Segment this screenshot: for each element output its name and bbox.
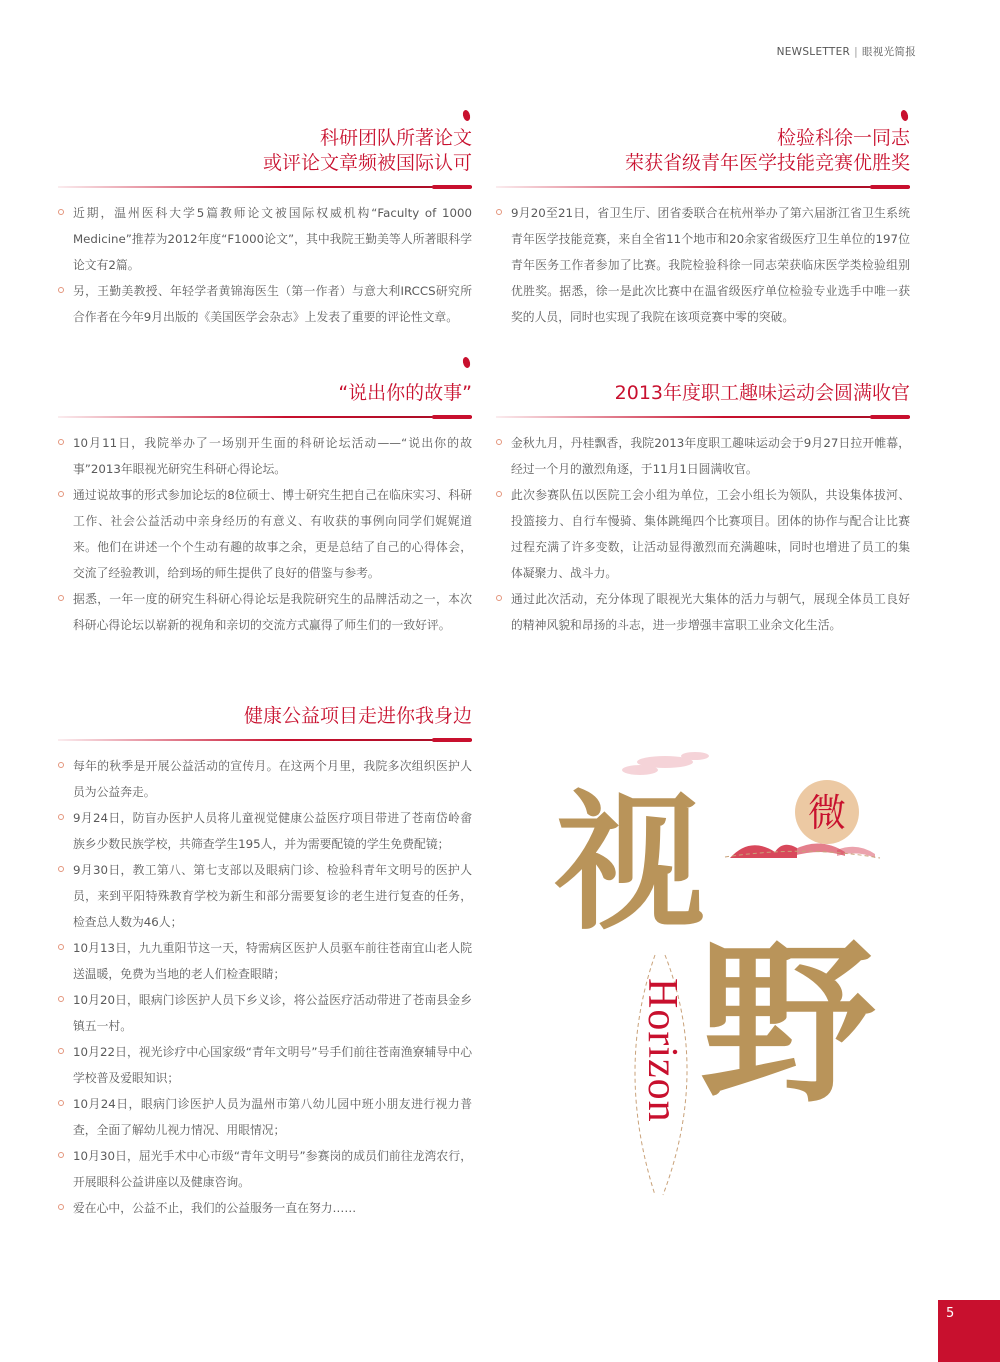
item-list [58,753,472,1221]
section-divider [496,416,910,418]
list-item: 10月22日，视光诊疗中心国家级“青年文明号”号手们前往苍南渔寮辅导中心学校普及爱眼知识； [58,1039,472,1091]
title-line: 荣获省级青年医学技能竞赛优胜奖 [624,152,910,174]
section-charity [58,680,472,1221]
title-line: 或评论文章频被国际认可 [262,152,472,174]
section-title [496,357,910,406]
title-line: 健康公益项目走进你我身边 [243,705,472,727]
logo-character-shi: 视 [555,775,706,951]
list-item: 10月24日，眼病门诊医护人员为温州市第八幼儿园中班小朋友进行视力普查，全面了解幼儿视力情况、用眼情况； [58,1091,472,1143]
section-sports [496,357,910,638]
list-item: 10月30日，屈光手术中心市级“青年文明号”参赛岗的成员们前往龙湾农行，开展眼科公益讲座以及健康咨询。 [58,1143,472,1195]
page-number-badge [938,1300,1000,1362]
title-line: “说出你的故事” [338,382,472,404]
list-item: 此次参赛队伍以医院工会小组为单位，工会小组长为领队，共设集体拔河、投篮接力、自行车慢骑、集体跳绳四个比赛项目。团体的协作与配合让比赛过程充满了许多变数，让活动显得激烈而充满趣味，同时也增进了员工的集体凝聚力、战斗力。 [496,482,910,586]
header-brand: NEWSLETTER [776,46,851,58]
list-item: 9月24日，防盲办医护人员将儿童视觉健康公益医疗项目带进了苍南岱岭畲族乡少数民族学校，共筛查学生195人，并为需要配镜的学生免费配镜； [58,805,472,857]
section-competition [496,110,910,330]
item-list [496,200,910,330]
list-item: 9月20至21日，省卫生厅、团省委联合在杭州举办了第六届浙江省卫生系统青年医学技能竞赛，来自全省11个地市和20余家省级医疗卫生单位的197位青年医务工作者参加了比赛。我院检验科徐一同志荣获临床医学类检验组别优胜奖。据悉，徐一是此次比赛中在温省级医疗单位检验专业选手中唯一获奖的人员，同时也实现了我院在该项竞赛中零的突破。 [496,200,910,330]
list-item: 9月30日，教工第八、第七支部以及眼病门诊、检验科青年文明号的医护人员，来到平阳特殊教育学校为新生和部分需要复诊的老生进行复查的任务，检查总人数为46人； [58,857,472,935]
section-divider [496,186,910,188]
section-divider [58,739,472,741]
section-title [58,680,472,729]
section-title [58,357,472,406]
section-title [58,110,472,176]
logo-character-ye: 野 [700,922,875,1127]
section-divider [58,416,472,418]
list-item: 10月20日，眼病门诊医护人员下乡义诊，将公益医疗活动带进了苍南县金乡镇五一村。 [58,987,472,1039]
logo-english-word: Horizon [639,978,685,1123]
list-item: 10月11日，我院举办了一场别开生面的科研论坛活动——“说出你的故事”2013年眼视光研究生科研心得论坛。 [58,430,472,482]
header-separator: | [854,46,858,58]
list-item: 爱在心中，公益不止，我们的公益服务一直在努力…… [58,1195,472,1221]
title-line: 2013年度职工趣味运动会圆满收官 [614,382,910,404]
section-title [496,110,910,176]
page-number: 5 [946,1306,955,1321]
list-item: 近期，温州医科大学5篇教师论文被国际权威机构“Faculty of 1000 Medicine”推荐为2012年度“F1000论文”，其中我院王勤美等人所著眼科学论文有2篇。 [58,200,472,278]
list-item: 10月13日，九九重阳节这一天，特需病区医护人员驱车前往苍南宜山老人院送温暖，免费为当地的老人们检查眼睛； [58,935,472,987]
section-research [58,110,472,330]
badge-character: 微 [807,791,847,835]
section-story [58,357,472,638]
list-item: 据悉，一年一度的研究生科研心得论坛是我院研究生的品牌活动之一，本次科研心得论坛以崭新的视角和亲切的交流方式赢得了师生们的一致好评。 [58,586,472,638]
list-item: 金秋九月，丹桂飘香，我院2013年度职工趣味运动会于9月27日拉开帷幕，经过一个月的激烈角逐，于11月1日圆满收官。 [496,430,910,482]
item-list [496,430,910,638]
item-list [58,200,472,330]
item-list [58,430,472,638]
section-divider [58,186,472,188]
list-item: 通过此次活动，充分体现了眼视光大集体的活力与朝气，展现全体员工良好的精神风貌和昂扬的斗志，进一步增强丰富职工业余文化生活。 [496,586,910,638]
list-item: 另，王勤美教授、年轻学者黄锦海医生（第一作者）与意大利IRCCS研究所合作者在今年9月出版的《美国医学会杂志》上发表了重要的评论性文章。 [58,278,472,330]
cloud-decoration [622,752,709,775]
header-subtitle: 眼视光简报 [862,46,916,58]
list-item: 通过说故事的形式参加论坛的8位硕士、博士研究生把自己在临床实习、科研工作、社会公益活动中亲身经历的有意义、有收获的事例向同学们娓娓道来。他们在讲述一个个生动有趣的故事之余，更是总结了自己的心得体会，交流了经验教训，给到场的师生提供了良好的借鉴与参考。 [58,482,472,586]
title-line: 检验科徐一同志 [776,127,910,149]
horizon-logo [545,740,925,1210]
page-header [777,44,916,59]
title-line: 科研团队所著论文 [319,127,472,149]
hill-decoration [730,843,875,858]
list-item: 每年的秋季是开展公益活动的宣传月。在这两个月里，我院多次组织医护人员为公益奔走。 [58,753,472,805]
